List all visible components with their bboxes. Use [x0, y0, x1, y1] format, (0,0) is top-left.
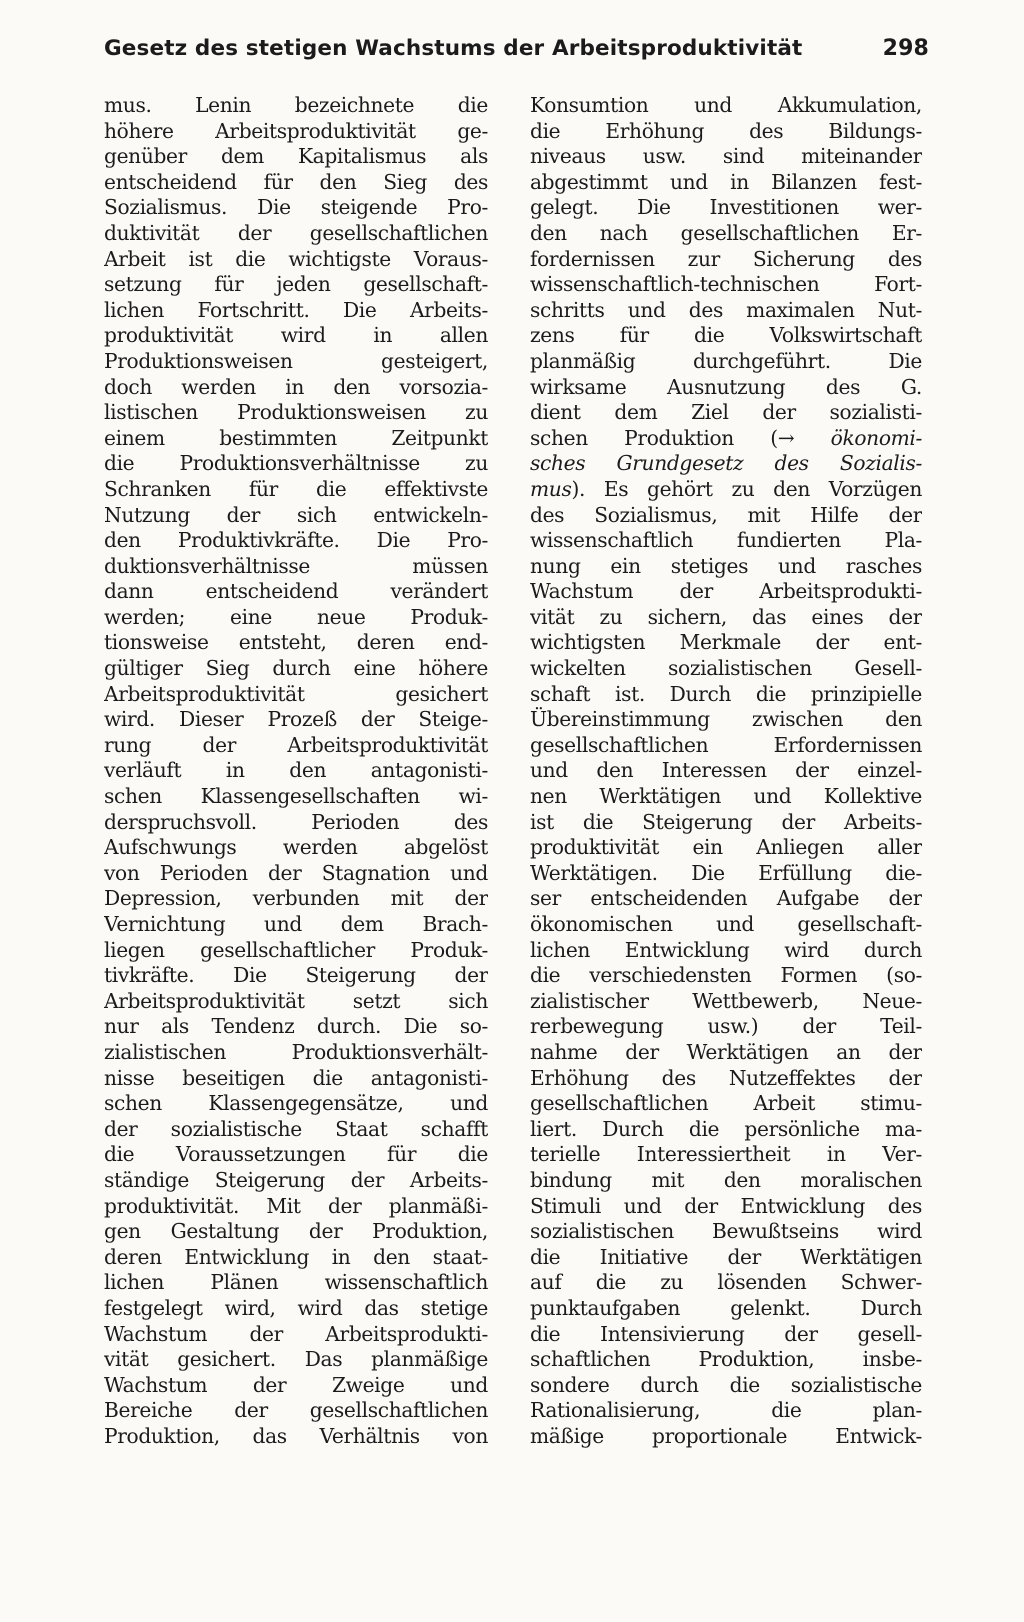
text-line: schaft ist. Durch die prinzipielle — [530, 681, 922, 706]
text-line: Arbeit ist die wichtigste Voraus- — [104, 246, 488, 271]
text-line: rerbewegung usw.) der Teil- — [530, 1014, 922, 1039]
text-line: höhere Arbeitsproduktivität ge- — [104, 118, 488, 143]
text-line: schritts und des maximalen Nut- — [530, 297, 922, 322]
text-line: listischen Produktionsweisen zu — [104, 400, 488, 425]
text-line: zialistischer Wettbewerb, Neue- — [530, 988, 922, 1013]
text-line: Werktätigen. Die Erfüllung die- — [530, 860, 922, 885]
text-line: schen Klassengegensätze, und — [104, 1091, 488, 1116]
text-line: duktivität der gesellschaftlichen — [104, 220, 488, 245]
text-line: auf die zu lösenden Schwer- — [530, 1270, 922, 1295]
text-line: Übereinstimmung zwischen den — [530, 707, 922, 732]
text-line: den Produktivkräfte. Die Pro- — [104, 528, 488, 553]
text-line: die Produktionsverhältnisse zu — [104, 451, 488, 476]
text-line: die Voraussetzungen für die — [104, 1142, 488, 1167]
text-line: sondere durch die sozialistische — [530, 1372, 922, 1397]
text-line: gesellschaftlichen Arbeit stimu- — [530, 1091, 922, 1116]
text-span: schen Produktion (→ — [530, 425, 831, 450]
text-line: Vernichtung und dem Brach- — [104, 912, 488, 936]
text-line: schaftlichen Produktion, insbe- — [530, 1347, 922, 1372]
text-line: entscheidend für den Sieg des — [104, 169, 488, 194]
text-line: die Intensivierung der gesell- — [530, 1321, 922, 1346]
text-line: doch werden in den vorsozia- — [104, 374, 488, 399]
text-line: Erhöhung des Nutzeffektes der — [530, 1065, 922, 1090]
text-line: produktivität. Mit der planmäßi- — [104, 1193, 488, 1218]
text-line: und den Interessen der einzel- — [530, 758, 922, 783]
text-line: wirksame Ausnutzung des G. — [530, 374, 922, 399]
text-line: abgestimmt und in Bilanzen fest- — [530, 169, 922, 194]
text-line: liert. Durch die persönliche ma- — [530, 1116, 922, 1141]
text-line: Schranken für die effektivste — [104, 476, 488, 501]
text-line: wichtigsten Merkmale der ent- — [530, 630, 922, 655]
text-line: nisse beseitigen die antagonisti- — [104, 1065, 488, 1090]
text-line: den nach gesellschaftlichen Er- — [530, 220, 922, 245]
text-line: Arbeitsproduktivität setzt sich — [104, 988, 488, 1013]
crossref-text: mus — [530, 476, 572, 501]
text-line: Rationalisierung, die plan- — [530, 1398, 922, 1423]
text-line: Wachstum der Arbeitsprodukti- — [530, 579, 922, 604]
right-column — [530, 93, 922, 1449]
text-line: schen Klassengesellschaften wi- — [104, 784, 488, 809]
text-line: verläuft in den antagonisti- — [104, 758, 488, 783]
text-span: ). Es gehört zu den Vorzügen — [571, 476, 922, 501]
text-line: bindung mit den moralischen — [530, 1167, 922, 1192]
text-line: Produktionsweisen gesteigert, — [104, 348, 488, 373]
text-line: die verschiedensten Formen (so- — [530, 963, 922, 988]
text-line: der sozialistische Staat schafft — [104, 1116, 488, 1141]
page-title: Gesetz des stetigen Wachstums der Arbeitsproduktivität — [104, 36, 803, 61]
text-line: mus. Lenin bezeichnete die — [104, 93, 488, 117]
text-line: derspruchsvoll. Perioden des — [104, 809, 488, 834]
text-line: rung der Arbeitsproduktivität — [104, 732, 488, 757]
text-line: deren Entwicklung in den staat- — [104, 1244, 488, 1269]
text-line: des Sozialismus, mit Hilfe der — [530, 502, 922, 527]
text-line: zens für die Volkswirtschaft — [530, 323, 922, 348]
text-line: ständige Steigerung der Arbeits- — [104, 1167, 488, 1192]
text-line-crossref — [530, 477, 922, 503]
text-line: lichen Fortschritt. Die Arbeits- — [104, 297, 488, 322]
text-line: Depression, verbunden mit der — [104, 886, 488, 911]
text-line: ser entscheidenden Aufgabe der — [530, 886, 922, 911]
text-line: vität gesichert. Das planmäßige — [104, 1347, 488, 1372]
text-line: Produktion, das Verhältnis von — [104, 1423, 488, 1448]
text-line: gültiger Sieg durch eine höhere — [104, 656, 488, 681]
text-line: wickelten sozialistischen Gesell- — [530, 656, 922, 681]
text-line: dient dem Ziel der sozialisti- — [530, 400, 922, 425]
text-line: Sozialismus. Die steigende Pro- — [104, 195, 488, 220]
text-line: nen Werktätigen und Kollektive — [530, 784, 922, 809]
text-line: Wachstum der Zweige und — [104, 1372, 488, 1397]
text-line: sozialistischen Bewußtseins wird — [530, 1219, 922, 1244]
text-line: Nutzung der sich entwickeln- — [104, 502, 488, 527]
text-line: niveaus usw. sind miteinander — [530, 144, 922, 169]
crossref-text: ökonomi- — [830, 425, 922, 450]
text-line: setzung für jeden gesellschaft- — [104, 272, 488, 297]
text-line: werden; eine neue Produk- — [104, 604, 488, 629]
text-line: festgelegt wird, wird das stetige — [104, 1295, 488, 1320]
left-column — [104, 93, 488, 1449]
text-line: gen Gestaltung der Produktion, — [104, 1219, 488, 1244]
text-line: duktionsverhältnisse müssen — [104, 553, 488, 578]
text-line: Arbeitsproduktivität gesichert — [104, 681, 488, 706]
text-line: nur als Tendenz durch. Die so- — [104, 1014, 488, 1039]
text-line: vität zu sichern, das eines der — [530, 604, 922, 629]
text-line: ökonomischen und gesellschaft- — [530, 912, 922, 936]
text-line: tionsweise entsteht, deren end- — [104, 630, 488, 655]
text-line: von Perioden der Stagnation und — [104, 860, 488, 885]
text-line: wissenschaftlich-technischen Fort- — [530, 272, 922, 297]
text-line: planmäßig durchgeführt. Die — [530, 348, 922, 373]
text-line: produktivität wird in allen — [104, 323, 488, 348]
text-line: Bereiche der gesellschaftlichen — [104, 1398, 488, 1423]
text-line-crossref — [530, 451, 922, 477]
text-line: ist die Steigerung der Arbeits- — [530, 809, 922, 834]
text-line: die Initiative der Werktätigen — [530, 1244, 922, 1269]
text-line: Stimuli und der Entwicklung des — [530, 1193, 922, 1218]
text-line: produktivität ein Anliegen aller — [530, 835, 922, 860]
text-line: punktaufgaben gelenkt. Durch — [530, 1295, 922, 1320]
text-line: Wachstum der Arbeitsprodukti- — [104, 1321, 488, 1346]
text-line: lichen Plänen wissenschaftlich — [104, 1270, 488, 1295]
text-line: nahme der Werktätigen an der — [530, 1039, 922, 1064]
running-head — [104, 36, 929, 72]
text-line: fordernissen zur Sicherung des — [530, 246, 922, 271]
text-line: Aufschwungs werden abgelöst — [104, 835, 488, 860]
text-line: liegen gesellschaftlicher Produk- — [104, 937, 488, 962]
text-line: wird. Dieser Prozeß der Steige- — [104, 707, 488, 732]
text-line-crossref — [530, 426, 922, 452]
text-line: einem bestimmten Zeitpunkt — [104, 425, 488, 450]
text-line: wissenschaftlich fundierten Pla- — [530, 528, 922, 553]
text-line: dann entscheidend verändert — [104, 579, 488, 604]
text-line: zialistischen Produktionsverhält- — [104, 1039, 488, 1064]
text-line: terielle Interessiertheit in Ver- — [530, 1142, 922, 1167]
text-line: lichen Entwicklung wird durch — [530, 937, 922, 962]
text-line: tivkräfte. Die Steigerung der — [104, 963, 488, 988]
page-number: 298 — [882, 36, 929, 61]
text-line: nung ein stetiges und rasches — [530, 553, 922, 578]
text-line: genüber dem Kapitalismus als — [104, 144, 488, 169]
text-line: die Erhöhung des Bildungs- — [530, 118, 922, 143]
text-line: mäßige proportionale Entwick- — [530, 1423, 922, 1448]
text-line: gelegt. Die Investitionen wer- — [530, 195, 922, 220]
crossref-text: sches Grundgesetz des Sozialis- — [530, 451, 922, 476]
text-line: Konsumtion und Akkumulation, — [530, 93, 922, 117]
text-line: gesellschaftlichen Erfordernissen — [530, 732, 922, 757]
